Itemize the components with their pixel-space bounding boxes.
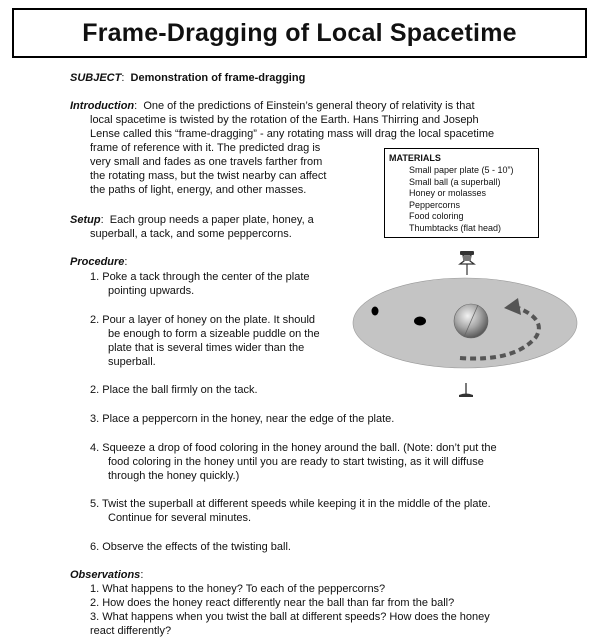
title-box <box>12 8 587 58</box>
introduction-line-6: the rotating mass, but the twist nearby can affect <box>90 170 327 182</box>
procedure-step-2: 2. Pour a layer of honey on the plate. It should <box>90 314 316 326</box>
subject-label: SUBJECT <box>70 72 122 84</box>
procedure-step-5-cont: through the honey quickly.) <box>108 470 240 482</box>
observation-line: 3. What happens when you twist the ball at different speeds? How does the honey <box>90 611 490 623</box>
materials-item: Small ball (a superball) <box>409 176 501 187</box>
procedure-step-7: 6. Observe the effects of the twisting ball. <box>90 541 291 553</box>
procedure-step-3: 2. Place the ball firmly on the tack. <box>90 384 258 396</box>
procedure-step-4: 3. Place a peppercorn in the honey, near the edge of the plate. <box>90 413 395 425</box>
thumbtack-top-icon <box>460 251 474 275</box>
materials-item: Small paper plate (5 - 10”) <box>409 165 514 175</box>
materials-item: Food coloring <box>409 211 464 221</box>
peppercorn <box>372 307 379 316</box>
peppercorn <box>414 317 426 326</box>
materials-box <box>384 148 539 238</box>
procedure-step-2-cont: be enough to form a sizeable puddle on the <box>108 328 320 340</box>
observation-line: 2. How does the honey react differently near the ball than far from the ball? <box>90 597 455 609</box>
observations-heading: Observations: <box>70 569 144 581</box>
observations-label: Observations <box>70 569 141 581</box>
observation-line: react differently? <box>90 625 172 637</box>
procedure-heading: Procedure: <box>70 256 128 268</box>
setup-label: Setup <box>70 214 101 226</box>
subject-line: SUBJECT: Demonstration of frame-dragging <box>70 72 306 84</box>
procedure-label: Procedure <box>70 256 125 268</box>
procedure-step-1-cont: pointing upwards. <box>108 285 195 297</box>
thumbtack-bottom-icon <box>459 383 473 397</box>
subject-text: Demonstration of frame-dragging <box>130 72 306 84</box>
procedure-step-1: 1. Poke a tack through the center of the plate <box>90 271 310 283</box>
procedure-step-5: 4. Squeeze a drop of food coloring in the honey around the ball. (Note: don’t put the <box>90 442 497 454</box>
materials-title: MATERIALS <box>389 153 441 163</box>
introduction-line-3: Lense called this “frame-dragging” - any rotating mass will drag the local spacetime <box>90 128 495 140</box>
procedure-step-2-cont: superball. <box>108 356 156 368</box>
procedure-step-6-cont: Continue for several minutes. <box>108 512 252 524</box>
introduction-line-2: local spacetime is twisted by the rotation of the Earth. Hans Thirring and Joseph <box>90 114 479 126</box>
introduction-line-7: the paths of light, energy, and other masses. <box>90 184 307 196</box>
materials-item: Peppercorns <box>409 199 461 210</box>
materials-item: Thumbtacks (flat head) <box>409 222 502 233</box>
materials-item: Honey or molasses <box>409 188 487 198</box>
introduction-line-4: frame of reference with it. The predicted drag is <box>90 142 321 154</box>
page-title: Frame-Dragging of Local Spacetime <box>82 18 517 47</box>
introduction-label: Introduction <box>70 100 135 112</box>
introduction-line-5: very small and fades as one travels farther from <box>90 156 323 168</box>
plate-illustration <box>340 245 590 405</box>
procedure-step-2-cont: plate that is several times wider than the <box>108 342 305 354</box>
setup-line-1: Setup: Each group needs a paper plate, honey, a <box>70 214 314 226</box>
procedure-step-5-cont: food coloring in the honey until you are ready to start twisting, as it will diffuse <box>108 456 484 468</box>
observation-line: 1. What happens to the honey? To each of the peppercorns? <box>90 583 386 595</box>
introduction-line-1: Introduction: One of the predictions of Einstein’s general theory of relativity is that <box>70 100 475 112</box>
procedure-step-6: 5. Twist the superball at different speeds while keeping it in the middle of the plate. <box>90 498 491 510</box>
setup-line-2: superball, a tack, and some peppercorns. <box>90 228 292 240</box>
